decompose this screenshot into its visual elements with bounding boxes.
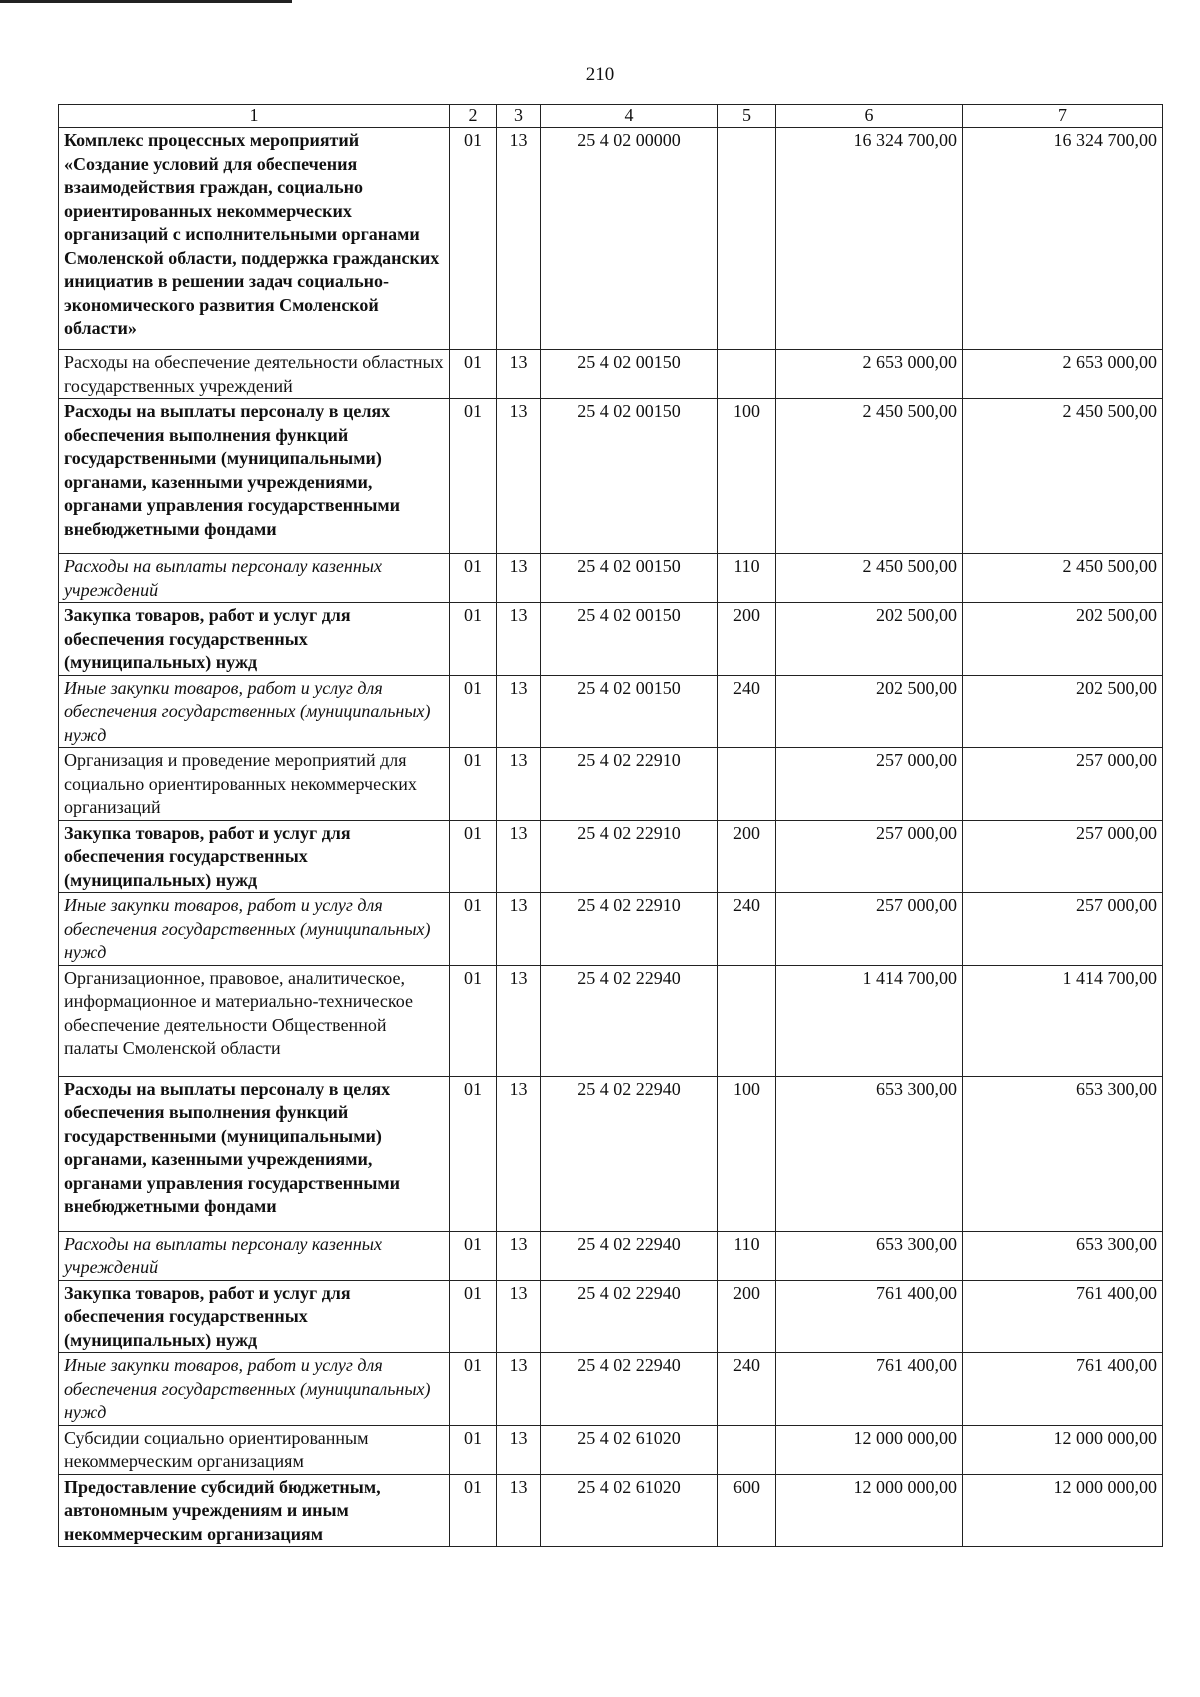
section-code: 01 xyxy=(450,350,497,399)
target-article-code: 25 4 02 22940 xyxy=(541,1076,718,1231)
expense-item-name: Расходы на выплаты персоналу в целях обеспечения выполнения функций государственными (муниципальными) органами, казенными учреждениями, органами управления государственными внебюджетными фондами xyxy=(59,399,450,554)
table-row xyxy=(59,893,1163,966)
table-row xyxy=(59,554,1163,603)
amount-col7: 202 500,00 xyxy=(963,675,1163,748)
amount-col7: 257 000,00 xyxy=(963,893,1163,966)
expense-item-name: Иные закупки товаров, работ и услуг для обеспечения государственных (муниципальных) нужд xyxy=(59,675,450,748)
expense-item-name: Расходы на выплаты персоналу в целях обеспечения выполнения функций государственными (муниципальными) органами, казенными учреждениями, органами управления государственными внебюджетными фондами xyxy=(59,1076,450,1231)
target-article-code: 25 4 02 22910 xyxy=(541,748,718,821)
expense-item-name: Субсидии социально ориентированным некоммерческим организациям xyxy=(59,1425,450,1474)
column-header: 2 xyxy=(450,105,497,128)
amount-col6: 2 450 500,00 xyxy=(776,399,963,554)
amount-col6: 12 000 000,00 xyxy=(776,1474,963,1547)
table-row xyxy=(59,965,1163,1076)
table-row xyxy=(59,128,1163,350)
table-row xyxy=(59,1474,1163,1547)
column-header: 7 xyxy=(963,105,1163,128)
amount-col6: 1 414 700,00 xyxy=(776,965,963,1076)
column-header-row xyxy=(59,105,1163,128)
amount-col7: 2 450 500,00 xyxy=(963,399,1163,554)
subsection-code: 13 xyxy=(497,675,541,748)
expense-item-name: Предоставление субсидий бюджетным, автономным учреждениям и иным некоммерческим организациям xyxy=(59,1474,450,1547)
expense-type-code: 200 xyxy=(718,603,776,676)
amount-col6: 12 000 000,00 xyxy=(776,1425,963,1474)
expense-type-code: 240 xyxy=(718,893,776,966)
amount-col6: 653 300,00 xyxy=(776,1076,963,1231)
subsection-code: 13 xyxy=(497,1076,541,1231)
target-article-code: 25 4 02 00150 xyxy=(541,350,718,399)
section-code: 01 xyxy=(450,1076,497,1231)
expense-item-name: Закупка товаров, работ и услуг для обеспечения государственных (муниципальных) нужд xyxy=(59,1280,450,1353)
expense-type-code xyxy=(718,128,776,350)
amount-col7: 653 300,00 xyxy=(963,1076,1163,1231)
column-header: 3 xyxy=(497,105,541,128)
expense-item-name: Закупка товаров, работ и услуг для обеспечения государственных (муниципальных) нужд xyxy=(59,820,450,893)
column-header: 6 xyxy=(776,105,963,128)
section-code: 01 xyxy=(450,603,497,676)
section-code: 01 xyxy=(450,893,497,966)
expense-type-code: 110 xyxy=(718,554,776,603)
amount-col6: 202 500,00 xyxy=(776,603,963,676)
amount-col6: 2 653 000,00 xyxy=(776,350,963,399)
target-article-code: 25 4 02 22940 xyxy=(541,1353,718,1426)
subsection-code: 13 xyxy=(497,1353,541,1426)
target-article-code: 25 4 02 00000 xyxy=(541,128,718,350)
target-article-code: 25 4 02 22910 xyxy=(541,820,718,893)
table-row xyxy=(59,350,1163,399)
expense-type-code xyxy=(718,350,776,399)
table-row xyxy=(59,748,1163,821)
expense-type-code: 200 xyxy=(718,1280,776,1353)
budget-table-body xyxy=(59,105,1163,1547)
amount-col7: 1 414 700,00 xyxy=(963,965,1163,1076)
subsection-code: 13 xyxy=(497,820,541,893)
section-code: 01 xyxy=(450,1231,497,1280)
amount-col7: 257 000,00 xyxy=(963,748,1163,821)
expense-type-code xyxy=(718,748,776,821)
subsection-code: 13 xyxy=(497,1231,541,1280)
table-row xyxy=(59,1280,1163,1353)
section-code: 01 xyxy=(450,399,497,554)
amount-col6: 2 450 500,00 xyxy=(776,554,963,603)
amount-col7: 653 300,00 xyxy=(963,1231,1163,1280)
subsection-code: 13 xyxy=(497,128,541,350)
target-article-code: 25 4 02 61020 xyxy=(541,1425,718,1474)
amount-col7: 257 000,00 xyxy=(963,820,1163,893)
column-header: 1 xyxy=(59,105,450,128)
amount-col7: 16 324 700,00 xyxy=(963,128,1163,350)
expense-type-code xyxy=(718,1425,776,1474)
budget-table xyxy=(58,104,1163,1547)
subsection-code: 13 xyxy=(497,554,541,603)
amount-col7: 2 653 000,00 xyxy=(963,350,1163,399)
table-row xyxy=(59,399,1163,554)
subsection-code: 13 xyxy=(497,965,541,1076)
subsection-code: 13 xyxy=(497,1425,541,1474)
expense-item-name: Иные закупки товаров, работ и услуг для обеспечения государственных (муниципальных) нужд xyxy=(59,1353,450,1426)
column-header: 4 xyxy=(541,105,718,128)
table-row xyxy=(59,1425,1163,1474)
expense-type-code: 600 xyxy=(718,1474,776,1547)
amount-col7: 761 400,00 xyxy=(963,1353,1163,1426)
section-code: 01 xyxy=(450,675,497,748)
expense-item-name: Комплекс процессных мероприятий «Создание условий для обеспечения взаимодействия граждан, социально ориентированных некоммерческих организаций с исполнительными органами Смоленской области, поддержка гражданских инициатив в решении задач социально-экономического развития Смоленской области» xyxy=(59,128,450,350)
target-article-code: 25 4 02 22910 xyxy=(541,893,718,966)
section-code: 01 xyxy=(450,1280,497,1353)
section-code: 01 xyxy=(450,1353,497,1426)
table-row xyxy=(59,1353,1163,1426)
table-row xyxy=(59,603,1163,676)
expense-item-name: Расходы на обеспечение деятельности областных государственных учреждений xyxy=(59,350,450,399)
amount-col6: 16 324 700,00 xyxy=(776,128,963,350)
expense-type-code: 200 xyxy=(718,820,776,893)
top-rule xyxy=(0,0,292,3)
subsection-code: 13 xyxy=(497,603,541,676)
expense-item-name: Организация и проведение мероприятий для социально ориентированных некоммерческих организаций xyxy=(59,748,450,821)
amount-col7: 2 450 500,00 xyxy=(963,554,1163,603)
section-code: 01 xyxy=(450,1425,497,1474)
subsection-code: 13 xyxy=(497,1280,541,1353)
amount-col6: 202 500,00 xyxy=(776,675,963,748)
section-code: 01 xyxy=(450,554,497,603)
expense-item-name: Иные закупки товаров, работ и услуг для обеспечения государственных (муниципальных) нужд xyxy=(59,893,450,966)
subsection-code: 13 xyxy=(497,893,541,966)
amount-col6: 257 000,00 xyxy=(776,820,963,893)
target-article-code: 25 4 02 00150 xyxy=(541,603,718,676)
section-code: 01 xyxy=(450,748,497,821)
target-article-code: 25 4 02 00150 xyxy=(541,399,718,554)
table-row xyxy=(59,1231,1163,1280)
target-article-code: 25 4 02 22940 xyxy=(541,1280,718,1353)
subsection-code: 13 xyxy=(497,399,541,554)
expense-item-name: Организационное, правовое, аналитическое, информационное и материально-техническое обеспечение деятельности Общественной палаты Смоленской области xyxy=(59,965,450,1076)
table-row xyxy=(59,1076,1163,1231)
amount-col6: 761 400,00 xyxy=(776,1280,963,1353)
target-article-code: 25 4 02 00150 xyxy=(541,554,718,603)
amount-col6: 653 300,00 xyxy=(776,1231,963,1280)
target-article-code: 25 4 02 00150 xyxy=(541,675,718,748)
expense-type-code: 110 xyxy=(718,1231,776,1280)
subsection-code: 13 xyxy=(497,350,541,399)
target-article-code: 25 4 02 61020 xyxy=(541,1474,718,1547)
amount-col7: 761 400,00 xyxy=(963,1280,1163,1353)
amount-col7: 12 000 000,00 xyxy=(963,1425,1163,1474)
amount-col7: 202 500,00 xyxy=(963,603,1163,676)
expense-type-code: 240 xyxy=(718,1353,776,1426)
subsection-code: 13 xyxy=(497,748,541,821)
target-article-code: 25 4 02 22940 xyxy=(541,1231,718,1280)
page-number: 210 xyxy=(585,64,615,85)
section-code: 01 xyxy=(450,820,497,893)
expense-item-name: Расходы на выплаты персоналу казенных учреждений xyxy=(59,554,450,603)
amount-col7: 12 000 000,00 xyxy=(963,1474,1163,1547)
expense-type-code xyxy=(718,965,776,1076)
expense-type-code: 100 xyxy=(718,399,776,554)
section-code: 01 xyxy=(450,965,497,1076)
section-code: 01 xyxy=(450,1474,497,1547)
subsection-code: 13 xyxy=(497,1474,541,1547)
expense-type-code: 240 xyxy=(718,675,776,748)
expense-type-code: 100 xyxy=(718,1076,776,1231)
table-row xyxy=(59,820,1163,893)
expense-item-name: Расходы на выплаты персоналу казенных учреждений xyxy=(59,1231,450,1280)
amount-col6: 257 000,00 xyxy=(776,748,963,821)
target-article-code: 25 4 02 22940 xyxy=(541,965,718,1076)
column-header: 5 xyxy=(718,105,776,128)
amount-col6: 257 000,00 xyxy=(776,893,963,966)
table-row xyxy=(59,675,1163,748)
amount-col6: 761 400,00 xyxy=(776,1353,963,1426)
expense-item-name: Закупка товаров, работ и услуг для обеспечения государственных (муниципальных) нужд xyxy=(59,603,450,676)
section-code: 01 xyxy=(450,128,497,350)
